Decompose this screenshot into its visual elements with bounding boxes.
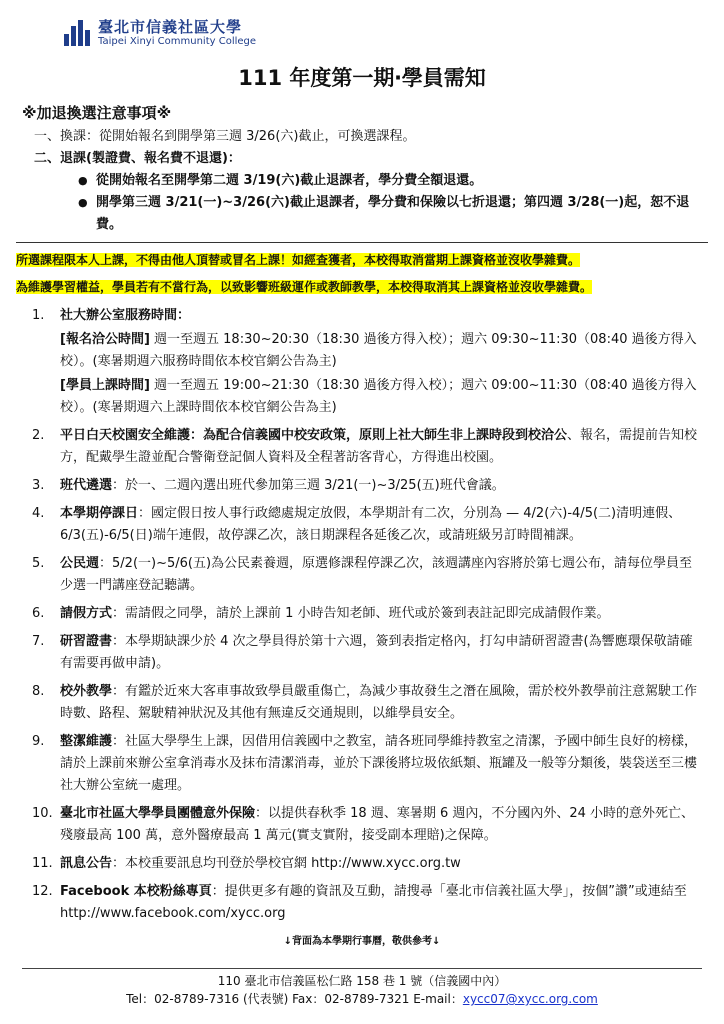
item-label: 平日白天校園安全維護：為配合信義國中校安政策，原則上社大師生非上課時段到校洽公 [60,428,568,443]
item-label: 社大辦公室服務時間： [60,308,191,323]
rule-item-2 [22,425,702,469]
rule-item-3 [22,475,702,497]
rule-item-6 [22,603,702,625]
rule-item-5 [22,553,702,597]
item-label: 請假方式 [60,606,113,621]
rule-item-10 [22,803,702,847]
item-text: 、報名，需提前告知校方，配戴學生證並配合警衛登記個人資料及全程著訪客背心，方得進出校園。 [60,428,698,465]
footer-contact-line [0,990,724,1008]
footer [0,972,724,1008]
item-number: 2. [32,428,45,443]
item-text: ：需請假之同學，請於上課前 1 小時告知老師、班代或於簽到表註記即完成請假作業。 [112,606,610,621]
sub-text: 週一至週五 18:30~20:30（18:30 過後方得入校）；週六 09:30~11:30（08:40 過後方得入校）。(寒暑期週六服務時間依本校官網公告為主) [60,332,697,369]
notice-bullet-1: ● 從開始報名至開學第二週 3/19(六)截止退課者，學分費全額退還。 [78,170,702,192]
highlight-text-1: 所選課程限本人上課，不得由他人頂替或冒名上課！如經查獲者，本校得取消當期上課資格並沒收學雜費。 [16,253,581,267]
item-label: 班代遴選 [60,478,113,493]
item-number: 3. [32,478,45,493]
notice-line-1: 一、換課：從開始報名到開學第三週 3/26(六)截止，可換選課程。 [34,129,416,144]
item-label: 臺北市社區大學學員團體意外保險 [60,806,256,821]
item-number: 11. [32,856,53,871]
school-name [98,18,256,48]
notice-heading: ※加退換選注意事項※ [22,104,172,122]
footer-divider [22,968,702,969]
item-label: Facebook 本校粉絲專頁 [60,884,212,899]
item-label: 研習證書 [60,634,113,649]
item-label: 校外教學 [60,684,113,699]
item-text: ：以提供春秋季 18 週、寒暑期 6 週內，不分國內外、24 小時的意外死亡、殘廢最高 100 萬，意外醫療最高 1 萬元(實支實附，接受副本理賠)之保障。 [60,806,695,843]
notice-bullet-2: ● 開學第三週 3/21(一)~3/26(六)截止退課者，學分費和保險以七折退還；第四週 3/28(一)起，恕不退費。 [78,192,702,236]
sub-label: [報名洽公時間] [60,332,150,347]
school-name-zh: 臺北市信義社區大學 [98,18,243,36]
email-link[interactable]: xycc07@xycc.org.com [462,992,598,1006]
footer-address: 110 臺北市信義區松仁路 158 巷 1 號（信義國中內） [217,974,507,988]
sub-text: 週一至週五 19:00~21:30（18:30 過後方得入校）；週六 09:00~11:30（08:40 過後方得入校）。(寒暑期週六上課時間依本校官網公告為主) [60,378,697,415]
notice-line-2: 二、退課(製證費、報名費不退還)： [34,151,241,166]
item-1-sub-2 [60,375,702,419]
item-number: 6. [32,606,45,621]
school-logo-icon [62,18,92,48]
item-number: 5. [32,556,45,571]
item-number: 12. [32,884,53,899]
rule-item-1 [22,305,702,419]
item-number: 10. [32,806,53,821]
item-label: 訊息公告 [60,856,113,871]
item-number: 1. [32,308,45,323]
item-text: ：本校重要訊息均刊登於學校官網 http://www.xycc.org.tw [112,856,461,871]
item-text: ：5/2(一)~5/6(五)為公民素養週，原選修課程停課乙次，該週講座內容將於第七週公布，請每位學員至少選一門講座登記聽講。 [60,556,693,593]
document-title: 111 年度第一期‧學員需知 [238,66,486,90]
rule-item-7 [22,631,702,675]
back-page-note: ↓背面為本學期行事曆，敬供參考↓ [283,936,441,947]
item-number: 7. [32,634,45,649]
item-label: 本學期停課日 [60,506,139,521]
item-number: 8. [32,684,45,699]
item-label: 公民週 [60,556,100,571]
item-number: 9. [32,734,45,749]
document-body [16,102,702,953]
item-text: ：國定假日按人事行政總處規定放假，本學期計有二次，分別為 — 4/2(六)-4/5(二)清明連假、6/3(五)-6/5(日)端午連假，故停課乙次，該日期課程各延後乙次，或請班級另訂時間補課。 [60,506,682,543]
rule-item-8 [22,681,702,725]
highlight-text-2: 為維護學習權益，學員若有不當行為，以致影響班級運作或教師教學，本校得取消其上課資格並沒收學雜費。 [16,280,593,294]
section-divider [16,242,708,243]
item-text: ：提供更多有趣的資訊及互動，請搜尋「臺北市信義社區大學」，按個”讚”或連結至 http://www.facebook.com/xycc.org [60,884,687,921]
rules-list [22,305,702,925]
school-header [62,12,256,54]
item-text: ：本學期缺課少於 4 次之學員得於第十六週，簽到表指定格內，打勾申請研習證書(為響應環保敬請確有需要再做申請)。 [60,634,693,671]
item-text: ：有鑑於近來大客車事故致學員嚴重傷亡，為減少事故發生之潛在風險，需於校外教學前注意駕駛工作時數、路程、駕駛精神狀況及其他有無違反交通規則，以維學員安全。 [60,684,698,721]
sub-label: [學員上課時間] [60,378,150,393]
item-label: 整潔維護 [60,734,113,749]
item-1-sub-1 [60,329,702,373]
highlight-line-1 [16,249,702,272]
item-text: ：社區大學學生上課，因借用信義國中之教室，請各班同學維持教室之清潔，予國中師生良好的榜樣，請於上課前來辦公室拿消毒水及抹布清潔消毒，並於下課後將垃圾依紙類、瓶罐及一般等分類後，裝袋送至三樓社大辦公室統一處理。 [60,734,698,793]
rule-item-11 [22,853,702,875]
rule-item-4 [22,503,702,547]
school-name-en: Taipei Xinyi Community College [98,36,257,47]
rule-item-9 [22,731,702,797]
item-number: 4. [32,506,45,521]
highlight-line-2 [16,276,702,299]
footer-contact: Tel：02-8789-7316 (代表號) Fax：02-8789-7321 E-mail： [126,992,463,1006]
rule-item-12 [22,881,702,925]
item-text: ：於一、二週內選出班代參加第三週 3/21(一)~3/25(五)班代會議。 [112,478,505,493]
